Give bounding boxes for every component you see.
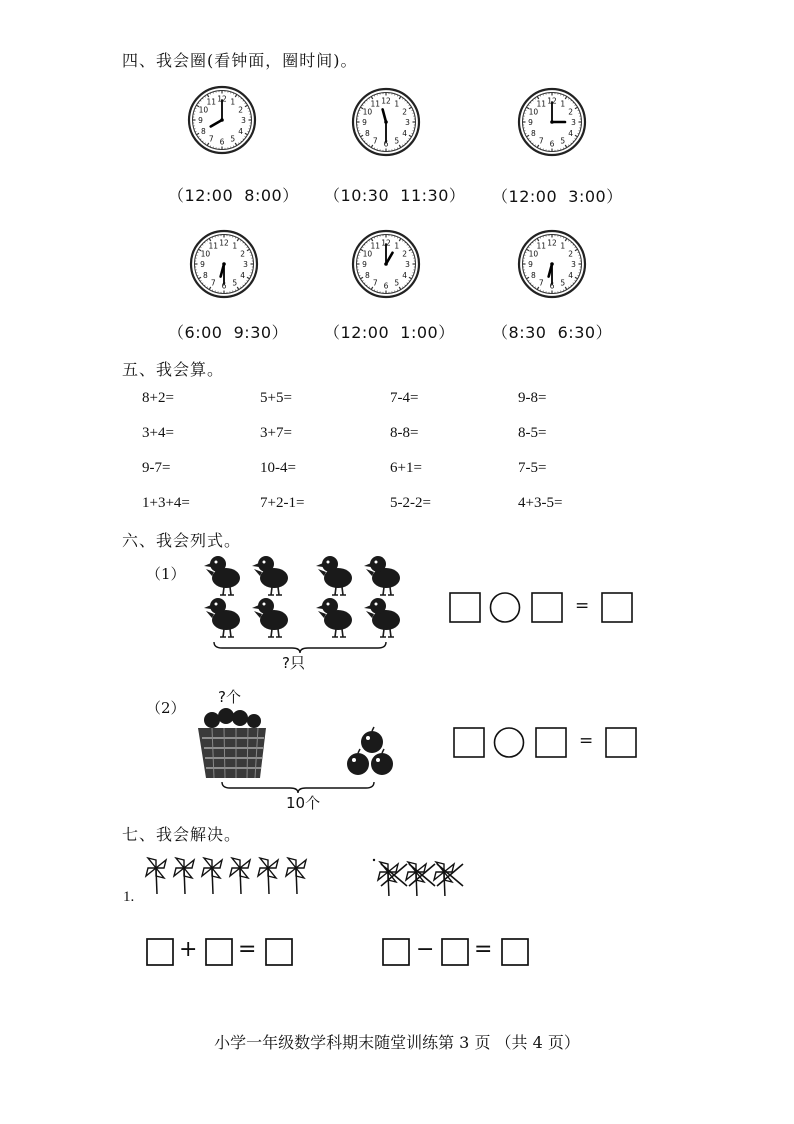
section-6-title: 六、我会列式。 xyxy=(122,531,242,550)
item-1-label: 1. xyxy=(123,889,135,905)
calc-item: 10-4= xyxy=(260,460,296,476)
clock-numeral: 7 xyxy=(372,136,378,146)
clock-numeral: 7 xyxy=(372,278,378,288)
calc-item: 7-5= xyxy=(518,460,547,476)
calc-item: 8-8= xyxy=(390,425,419,441)
clock-numeral: 8 xyxy=(364,128,370,138)
clock-numeral: 2 xyxy=(568,249,574,259)
pinwheel-icon xyxy=(258,858,278,894)
clock-numeral: 10 xyxy=(362,249,373,259)
clock-numeral: 9 xyxy=(198,116,203,125)
ducks-caption: ?只 xyxy=(282,654,305,672)
clock-6 xyxy=(516,228,588,300)
clock-numeral: 11 xyxy=(208,241,219,251)
clock-numeral: 11 xyxy=(370,99,381,109)
clock-numeral: 1 xyxy=(230,97,236,107)
apples-icon xyxy=(340,726,400,780)
clock-numeral: 8 xyxy=(530,270,536,280)
subtraction-equation xyxy=(380,936,536,970)
answer-box[interactable] xyxy=(450,593,480,622)
calc-item: 1+3+4= xyxy=(142,495,190,511)
pinwheel-icon xyxy=(406,862,426,896)
clock-numeral: 7 xyxy=(538,278,544,288)
clock-numeral: 1 xyxy=(232,241,238,251)
ducks-illustration xyxy=(196,550,416,650)
answer-box[interactable] xyxy=(602,593,632,622)
calc-item: 3+7= xyxy=(260,425,292,441)
clock-2-options: （10:30 11:30） xyxy=(324,186,466,205)
clock-numeral: 10 xyxy=(528,249,539,259)
plus-sign: + xyxy=(179,937,198,962)
problem-1-label: （1） xyxy=(146,565,186,583)
equation-1 xyxy=(448,590,638,626)
clock-3-options: （12:00 3:00） xyxy=(492,187,623,206)
option[interactable]: 1:00 xyxy=(400,323,439,342)
answer-box[interactable] xyxy=(536,728,566,757)
clock-numeral: 3 xyxy=(241,116,246,125)
clock-face-6 xyxy=(516,228,588,300)
clock-numeral: 12 xyxy=(381,96,391,106)
clock-numeral: 3 xyxy=(571,118,576,127)
option[interactable]: 9:30 xyxy=(233,323,272,342)
minus-sign: − xyxy=(416,937,435,962)
calc-item: 6+1= xyxy=(390,460,422,476)
answer-box[interactable] xyxy=(532,593,562,622)
equation-2 xyxy=(452,725,642,761)
clock-numeral: 5 xyxy=(560,278,566,288)
calc-item: 7+2-1= xyxy=(260,495,305,511)
clock-face-2 xyxy=(350,86,422,158)
clock-numeral: 2 xyxy=(240,249,246,259)
clock-numeral: 2 xyxy=(402,249,408,259)
answer-box[interactable] xyxy=(442,939,468,965)
clock-numeral: 11 xyxy=(370,241,381,251)
pinwheel-icon xyxy=(434,862,454,896)
option[interactable]: 8:00 xyxy=(244,186,283,205)
clock-numeral: 3 xyxy=(571,260,576,269)
clock-numeral: 12 xyxy=(381,238,391,248)
clock-numeral: 3 xyxy=(405,118,410,127)
option[interactable]: 12:00 xyxy=(340,323,390,342)
clock-numeral: 12 xyxy=(547,96,557,106)
clock-numeral: 12 xyxy=(219,238,229,248)
answer-box[interactable] xyxy=(502,939,528,965)
option[interactable]: 12:00 xyxy=(184,186,234,205)
clock-numeral: 12 xyxy=(217,94,227,104)
clock-numeral: 4 xyxy=(568,270,574,280)
option[interactable]: 10:30 xyxy=(340,186,390,205)
clock-numeral: 6 xyxy=(383,281,389,291)
clock-numeral: 5 xyxy=(232,278,238,288)
answer-box[interactable] xyxy=(147,939,173,965)
clock-numeral: 3 xyxy=(405,260,410,269)
clock-numeral: 2 xyxy=(238,105,244,115)
clock-numeral: 9 xyxy=(528,118,533,127)
clock-3 xyxy=(516,86,588,158)
clock-numeral: 10 xyxy=(198,105,209,115)
total-caption: 10个 xyxy=(286,794,321,812)
clock-numeral: 12 xyxy=(547,238,557,248)
calc-item: 9-7= xyxy=(142,460,171,476)
clock-numeral: 6 xyxy=(383,139,389,149)
pinwheel-icon xyxy=(174,858,194,894)
equals-sign: = xyxy=(579,731,594,751)
clock-face-4 xyxy=(188,228,260,300)
option[interactable]: 11:30 xyxy=(400,186,449,205)
clock-numeral: 1 xyxy=(394,99,400,109)
section-4-title: 四、我会圈(看钟面，圈时间)。 xyxy=(122,51,358,70)
problem-2-label: （2） xyxy=(146,699,186,717)
calc-item: 7-4= xyxy=(390,390,419,406)
clock-numeral: 2 xyxy=(568,107,574,117)
clock-numeral: 9 xyxy=(528,260,533,269)
clock-numeral: 9 xyxy=(362,260,367,269)
clock-numeral: 6 xyxy=(549,281,555,291)
calc-item: 4+3-5= xyxy=(518,495,563,511)
duck-icon xyxy=(316,598,352,637)
option[interactable]: 12:00 xyxy=(508,187,558,206)
clock-numeral: 7 xyxy=(210,278,216,288)
clock-numeral: 6 xyxy=(221,281,227,291)
clock-numeral: 6 xyxy=(549,139,555,149)
basket-caption: ?个 xyxy=(218,688,241,706)
clock-numeral: 2 xyxy=(402,107,408,117)
clock-4 xyxy=(188,228,260,300)
clock-numeral: 8 xyxy=(364,270,370,280)
basket-icon xyxy=(194,708,274,782)
calc-item: 9-8= xyxy=(518,390,547,406)
clock-numeral: 9 xyxy=(200,260,205,269)
clock-numeral: 11 xyxy=(206,97,217,107)
clock-numeral: 7 xyxy=(538,136,544,146)
clock-numeral: 5 xyxy=(560,136,566,146)
pinwheel-icon xyxy=(202,858,222,894)
clock-numeral: 10 xyxy=(528,107,539,117)
clock-numeral: 8 xyxy=(202,270,208,280)
equals-sign: = xyxy=(238,937,257,962)
clock-numeral: 11 xyxy=(536,241,547,251)
equals-sign: = xyxy=(474,937,493,962)
clock-numeral: 4 xyxy=(402,128,408,138)
addition-equation xyxy=(144,936,300,970)
clock-numeral: 5 xyxy=(394,278,400,288)
answer-box[interactable] xyxy=(383,939,409,965)
pinwheels-group-1 xyxy=(140,852,320,896)
clock-numeral: 4 xyxy=(568,128,574,138)
clock-face-3 xyxy=(516,86,588,158)
duck-icon xyxy=(316,556,352,595)
operator-circle[interactable] xyxy=(495,728,524,757)
clock-face-1 xyxy=(186,84,258,156)
option[interactable]: 6:30 xyxy=(557,323,596,342)
clock-numeral: 4 xyxy=(240,270,246,280)
option[interactable]: 3:00 xyxy=(568,187,607,206)
option[interactable]: 8:30 xyxy=(508,323,547,342)
calc-item: 8-5= xyxy=(518,425,547,441)
clock-numeral: 7 xyxy=(208,134,214,144)
duck-icon xyxy=(364,556,400,595)
clock-numeral: 5 xyxy=(230,134,236,144)
answer-box[interactable] xyxy=(206,939,232,965)
clock-2 xyxy=(350,86,422,158)
clock-numeral: 8 xyxy=(200,126,206,136)
clock-6-options: （8:30 6:30） xyxy=(492,323,613,342)
clock-numeral: 5 xyxy=(394,136,400,146)
option[interactable]: 6:00 xyxy=(184,323,223,342)
clock-numeral: 3 xyxy=(243,260,248,269)
calc-item: 5+5= xyxy=(260,390,292,406)
clock-numeral: 10 xyxy=(200,249,211,259)
clock-face-5 xyxy=(350,228,422,300)
clock-numeral: 1 xyxy=(560,241,566,251)
pinwheels-group-2 xyxy=(372,852,468,896)
section-7-title: 七、我会解决。 xyxy=(122,825,242,844)
clock-numeral: 4 xyxy=(238,126,244,136)
pinwheel-icon xyxy=(378,862,398,896)
clock-numeral: 9 xyxy=(362,118,367,127)
pinwheel-icon xyxy=(286,858,306,894)
clock-numeral: 10 xyxy=(362,107,373,117)
clock-numeral: 8 xyxy=(530,128,536,138)
clock-4-options: （6:00 9:30） xyxy=(168,323,289,342)
calc-item: 8+2= xyxy=(142,390,174,406)
clock-1 xyxy=(186,84,258,156)
clock-numeral: 1 xyxy=(394,241,400,251)
clock-numeral: 6 xyxy=(219,137,225,147)
clock-5-options: （12:00 1:00） xyxy=(324,323,455,342)
calc-item: 3+4= xyxy=(142,425,174,441)
duck-icon xyxy=(252,556,288,595)
calc-item: 5-2-2= xyxy=(390,495,431,511)
answer-box[interactable] xyxy=(266,939,292,965)
clock-5 xyxy=(350,228,422,300)
answer-box[interactable] xyxy=(454,728,484,757)
pinwheel-icon xyxy=(230,858,250,894)
duck-icon xyxy=(204,598,240,637)
operator-circle[interactable] xyxy=(491,593,520,622)
clock-numeral: 11 xyxy=(536,99,547,109)
duck-icon xyxy=(252,598,288,637)
page-footer: 小学一年级数学科期末随堂训练第 3 页 （共 4 页） xyxy=(214,1033,580,1052)
clock-1-options: （12:00 8:00） xyxy=(168,186,299,205)
duck-icon xyxy=(204,556,240,595)
pinwheel-icon xyxy=(146,858,166,894)
clock-numeral: 1 xyxy=(560,99,566,109)
answer-box[interactable] xyxy=(606,728,636,757)
duck-icon xyxy=(364,598,400,637)
section-5-title: 五、我会算。 xyxy=(122,360,225,379)
equals-sign: = xyxy=(575,596,590,616)
clock-numeral: 4 xyxy=(402,270,408,280)
